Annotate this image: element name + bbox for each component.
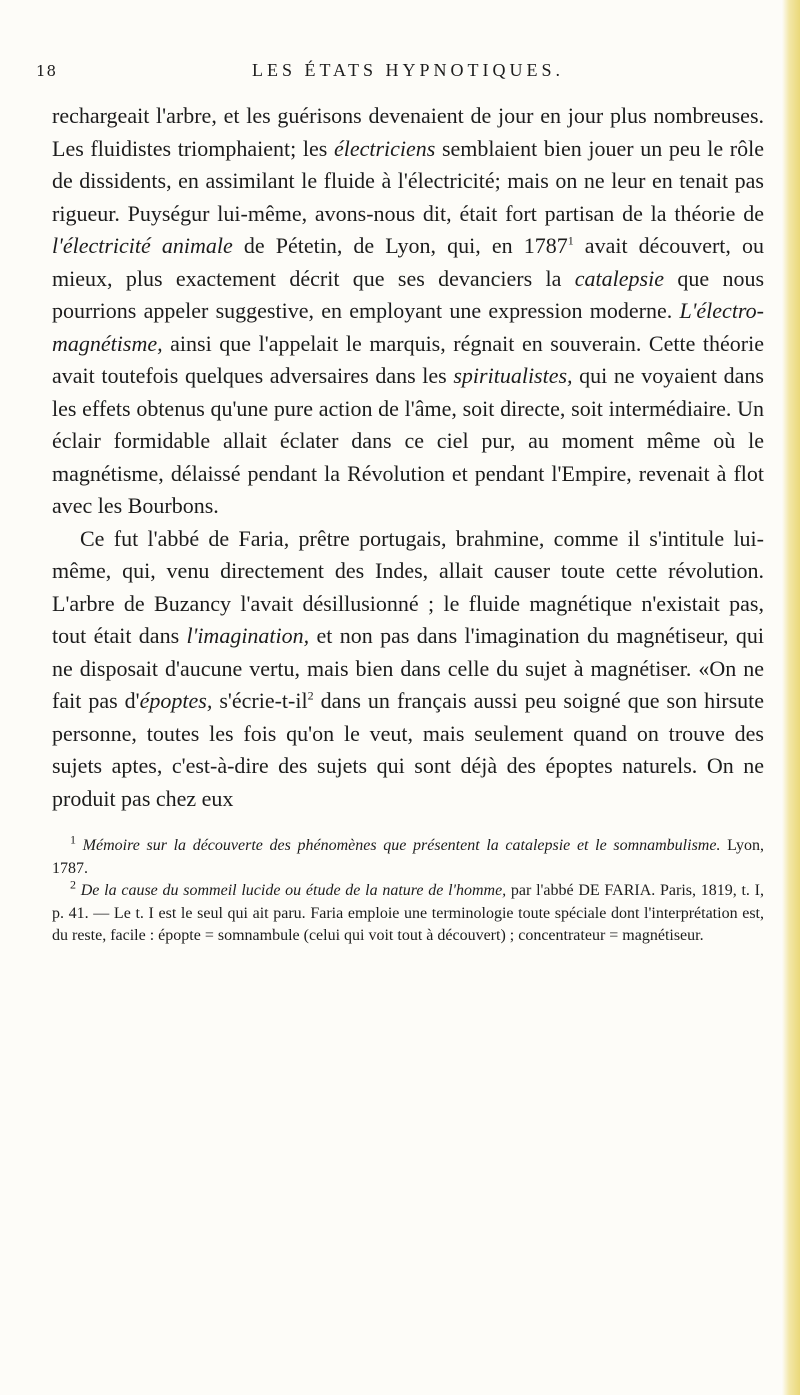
page-header bbox=[36, 56, 764, 86]
footnote-2: $^2$ De la cause du sommeil lucide ou étude de la nature de l'homme, par l'abbé DE FARIA. Paris, 1819, t. I, p. 41. — Le t. I est le seul qui ait paru. Faria emploie une terminologie toute spéciale dont l'interprétation est, du reste, facile : épopte = somnambule (celui qui voit tout à découvert) ; concentrateur = magnétiseur. bbox=[52, 877, 764, 944]
page-number: 18 bbox=[36, 62, 58, 80]
footnote-1: $^1$ Mémoire sur la découverte des phénomènes que présentent la catalepsie et le somnambulisme. Lyon, 1787. bbox=[52, 832, 764, 877]
paragraph-1: rechargeait l'arbre, et les guérisons devenaient de jour en jour plus nombreuses. Les fluidistes triomphaient; les électriciens semblaient bien jouer un peu le rôle de dissidents, en assimilant le fluide à l'électricité; mais on ne leur en tenait pas rigueur. Puységur lui-même, avons-nous dit, était fort partisan de la théorie de l'électricité animale de Pétetin, de Lyon, qui, en 1787$^1$ avait découvert, ou mieux, plus exactement décrit que ses devanciers la catalepsie que nous pourrions appeler suggestive, en employant une expression moderne. L'électro-magnétisme, ainsi que l'appelait le marquis, régnait en souverain. Cette théorie avait toutefois quelques adversaires dans les spiritualistes, qui ne voyaient dans les effets obtenus qu'une pure action de l'âme, soit directe, soit intermédiaire. Un éclair formidable allait éclater dans ce ciel pur, au moment même où le magnétisme, délaissé pendant la Révolution et pendant l'Empire, revenait à flot avec les Bourbons. bbox=[52, 103, 765, 518]
page-edge-stain bbox=[782, 0, 800, 1395]
footnote-ref-2: 2 bbox=[307, 688, 314, 703]
body-text bbox=[52, 100, 764, 815]
footnote-ref-1: 1 bbox=[567, 233, 574, 248]
running-head: LES ÉTATS HYPNOTIQUES. bbox=[251, 60, 565, 80]
footnotes bbox=[52, 832, 764, 948]
book-page bbox=[36, 56, 765, 948]
paragraph-2: Ce fut l'abbé de Faria, prêtre portugais, brahmine, comme il s'intitule lui-même, qui, venu directement des Indes, allait causer toute cette révolution. L'arbre de Buzancy l'avait désillusionné ; le fluide magnétique n'existait pas, tout était dans l'imagination, et non pas dans l'imagination du magnétiseur, qui ne disposait d'aucune vertu, mais bien dans celle du sujet à magnétiser. «On ne fait pas d'époptes, $s'écrie-t-il^2$ dans un français aussi peu soigné que son hirsute personne, toutes les fois qu'on le veut, mais seulement quand on trouve des sujets aptes, c'est-à-dire des sujets qui sont déjà des époptes naturels. On ne produit pas chez eux bbox=[52, 525, 765, 811]
